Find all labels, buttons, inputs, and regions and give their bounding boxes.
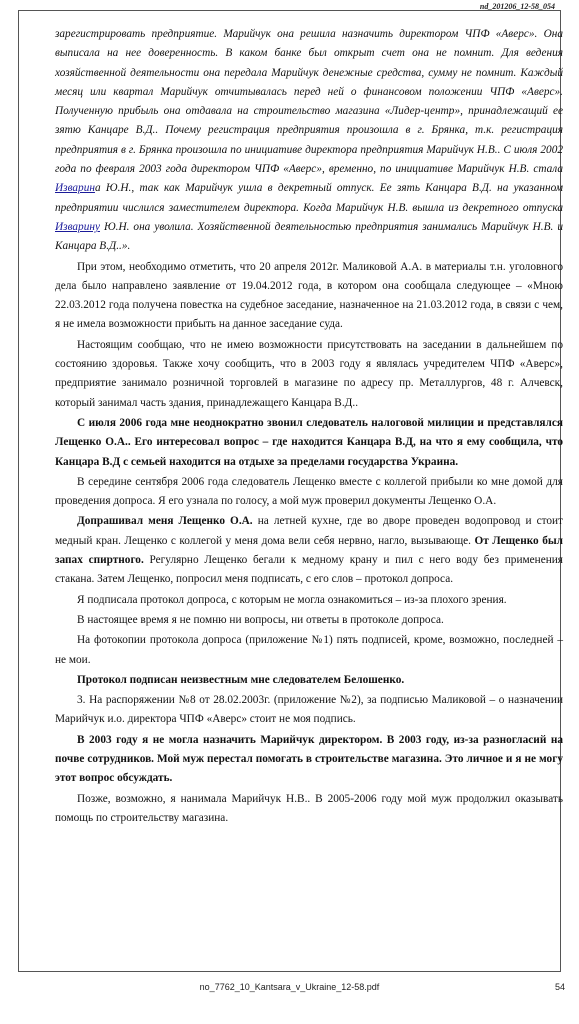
paragraph [55,790,563,829]
paragraph [55,671,563,690]
name-link[interactable]: Изварин [55,182,95,195]
paragraph [55,611,563,630]
text-run: на летней кухне, где во дворе проведен водопровод и стоит медный кран. Лещенко с коллегой у меня дома вели себя нервно, нагло, вызывающе. [55,515,563,547]
text-run: В настоящее время я не помню ни вопросы, ни ответы в протоколе допроса. [77,613,444,626]
name-link[interactable]: Изварину [55,220,100,233]
paragraph [55,414,563,472]
document-id: nd_201206_12-58_054 [479,2,555,11]
text-run: Регулярно Лещенко бегали к медному крану и пил с него воду без применения стакана. Затем Лещенко, попросил меня подписать, с его слов – протокол допроса. [55,554,563,586]
paragraph [55,691,563,730]
paragraph [55,473,563,512]
text-run: В 2003 году я не могла назначить Марийчук директором. В 2003 году, из-за разногласий на почве сотрудников. Мой муж перестал помогать в строительстве магазина. Это личное и я не могу этот вопрос обсуждать. [55,733,563,785]
text-run: От Лещенко был запах спиртного. [55,534,563,567]
text-run: Ю.Н. она уволила. Хозяйственной деятельностью предприятия занимались Марийчук Н.В. и Канцара В.Д..». [55,220,563,253]
paragraph [55,25,563,257]
paragraph [55,731,563,789]
footer-filename: no_7762_10_Kantsara_v_Ukraine_12-58.pdf [199,982,380,992]
text-run: а Ю.Н., так как Марийчук ушла в декретный отпуск. Ее зять Канцара В.Д. на указанном предприятии числился заместителем директора. Когда Марийчук Н.В. вышла из декретного отпуска [55,182,563,214]
text-run: Я подписала протокол допроса, с которым не могла ознакомиться – из-за плохого зрения. [77,593,507,606]
text-run: зарегистрировать предприятие. Марийчук она решила назначить директором ЧПФ «Аверс». Она выписала на нее доверенность. В каком банке был открыт счет она не помнит. Для ведения хозяйственной деятельности она передала Марийчук денежные средства, сумму не помнит. Каждый месяц или квартал Марийчук отчитывалась перед ней о финансовом положении ЧПФ «Аверс». Полученную прибыль она отдавала на строительство магазина «Лидер-центр», принадлежащий ее зятю Канцаре В.Д.. Почему регистрация предприятия произошла в г. Брянка, т.к. регистрация предприятия в г. Брянка произошла по инициативе директора предприятия Марийчук Н.В.. С июля 2002 года по февраля 2003 года директором ЧПФ «Аверс», временно, по инициативе Марийчук Н.В. стала [55,28,563,176]
text-run: Допрашивал меня Лещенко О.А. [77,515,253,528]
paragraph [55,258,563,335]
text-run: 3. На распоряжении №8 от 28.02.2003г. (приложение №2), за подписью Маликовой – о назначении Марийчук и.о. директора ЧПФ «Аверс» стоит не моя подпись. [55,694,563,726]
paragraph [55,336,563,413]
text-run: Позже, возможно, я нанимала Марийчук Н.В.. В 2005-2006 году мой муж продолжил оказывать помощь по строительству магазина. [55,792,563,824]
document-body [55,25,563,829]
text-run: При этом, необходимо отметить, что 20 апреля 2012г. Маликовой А.А. в материалы т.н. уголовного дела было направлено заявление от 19.04.2012 года, в котором она сообщала следующее – «Мною 22.03.2012 года получена повестка на судебное заседание, назначенное на 21.03.2012 года, в связи с чем, я не имела возможности прибыть на данное заседание суда. [55,260,563,331]
text-run: С июля 2006 года мне неоднократно звонил следователь налоговой милиции и представлялся Лещенко О.А.. Его интересовал вопрос – где находится Канцара В.Д, на что я ему сообщила, что Канцара В.Д с семьей находится на отдыхе за пределами государства Украина. [55,416,563,468]
paragraph [55,512,563,589]
paragraph [55,631,563,670]
text-run: В середине сентября 2006 года следователь Лещенко вместе с коллегой прибыли ко мне домой для проведения допроса. Я его узнала по голосу, а мой муж проверил документы Лещенко О.А. [55,475,563,508]
text-run: Настоящим сообщаю, что не имею возможности присутствовать на заседании в дальнейшем по состоянию здоровья. Также хочу сообщить, что в 2003 году я являлась учредителем ЧПФ «Аверс», предприятие занимало розничной торговлей в магазине по адресу пр. Металлургов, 48 г. Алчевск, который занимал часть здания, принадлежащего Канцара В.Д.. [55,338,563,409]
footer-page-number: 54 [554,982,565,992]
text-run: На фотокопии протокола допроса (приложение №1) пять подписей, кроме, возможно, последней – не мои. [55,634,563,666]
paragraph [55,591,563,610]
text-run: Протокол подписан неизвестным мне следователем Белошенко. [77,673,405,686]
document-page [18,10,561,972]
